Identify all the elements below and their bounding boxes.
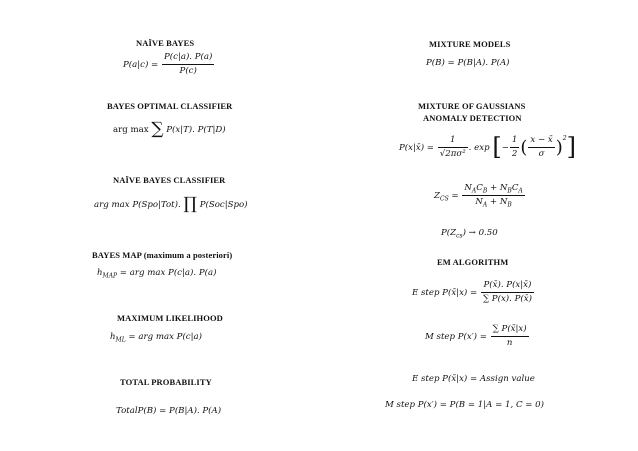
em-algorithm-title: EM ALGORITHM	[437, 257, 509, 267]
pzcs-formula	[441, 228, 498, 239]
nbc-expr-right: P(Soc|Spo)	[199, 200, 248, 210]
bayes-optimal-expr: P(x|T). P(T|D)	[166, 125, 226, 135]
right-bracket-icon: ]	[566, 133, 576, 161]
zcs-fraction	[462, 183, 524, 208]
mixture-models-formula: P(B) = P(B|A). P(A)	[426, 58, 510, 68]
mog-frac3-num: x − x̄	[528, 135, 554, 148]
em-mstep1-fraction	[491, 324, 529, 349]
zcs-den-n2: + N	[487, 197, 508, 207]
ml-h: h	[110, 332, 116, 342]
em-mstep1-formula	[425, 324, 530, 349]
bayes-optimal-argmax: arg max	[113, 125, 152, 135]
zcs-num-c1: C	[476, 183, 483, 193]
em-estep1-num: P(x̄). P(x|x̄)	[481, 280, 534, 293]
bayes-map-title: BAYES MAP (maximum a posteriori)	[92, 250, 233, 260]
mixture-models-title: MIXTURE MODELS	[429, 39, 511, 49]
pzcs-right: ) → 0.50	[462, 228, 498, 238]
bayes-optimal-formula	[113, 119, 226, 139]
em-mstep1-num: ∑ P(x̄|x)	[491, 324, 529, 337]
em-mstep1-den: n	[506, 338, 513, 348]
em-mstep2-formula: M step P(x′) = P(B = 1|A = 1, C = 0)	[385, 400, 545, 410]
pzcs-sub: cs	[456, 232, 463, 240]
zcs-num-a1: A	[471, 187, 477, 195]
mog-frac2-num: 1	[510, 135, 519, 148]
ml-expr: = arg max P(c|a)	[125, 332, 202, 342]
naive-bayes-title: NAÏVE BAYES	[136, 38, 195, 48]
total-probability-title: TOTAL PROBABILITY	[120, 377, 212, 387]
zcs-lhs-sub: CS	[439, 195, 449, 203]
zcs-den-a: A	[482, 201, 488, 209]
zcs-num-c2: C	[511, 183, 519, 193]
sum-symbol-icon: ∑	[151, 119, 164, 139]
zcs-denominator	[462, 196, 524, 208]
em-estep2-formula: E step P(x̄|x) = Assign value	[412, 374, 535, 384]
naive-bayes-lhs: P(a|c) =	[123, 60, 161, 70]
mog-frac2-den: 2	[511, 149, 518, 159]
zcs-num-n1: N	[464, 183, 472, 193]
mog-lhs: P(x|x̄) =	[399, 143, 437, 153]
bayes-map-h: h	[97, 268, 103, 278]
mixture-gaussians-title-2: ANOMALY DETECTION	[423, 113, 522, 123]
product-symbol-icon: ∏	[183, 194, 197, 214]
zcs-den-b: B	[507, 201, 512, 209]
mog-frac1-den-inner: 2πσ²	[445, 149, 466, 159]
zcs-num-a2: A	[518, 187, 523, 195]
zcs-lhs: Z	[434, 191, 440, 201]
total-probability-formula: TotalP(B) = P(B|A). P(A)	[116, 406, 222, 416]
zcs-num-n2: + N	[487, 183, 508, 193]
pzcs-left: P(Z	[441, 228, 457, 238]
bayes-optimal-title: BAYES OPTIMAL CLASSIFIER	[107, 101, 233, 111]
zcs-num-b1: B	[482, 187, 488, 195]
naive-bayes-denominator: P(c)	[179, 66, 197, 76]
mixture-gaussians-title-1: MIXTURE OF GAUSSIANS	[418, 101, 526, 111]
mog-neg: −	[501, 143, 509, 153]
mog-frac3-den: σ	[538, 149, 545, 159]
em-estep1-fraction	[481, 280, 534, 305]
left-bracket-icon: [	[492, 133, 502, 161]
right-paren-icon: )	[555, 137, 563, 158]
mog-power: 2	[562, 135, 567, 143]
zcs-den-n1: N	[475, 197, 483, 207]
bayes-map-formula	[97, 268, 216, 279]
naive-bayes-classifier-title: NAÏVE BAYES CLASSIFIER	[113, 175, 226, 185]
em-estep1-den: ∑ P(x). P(x̄)	[482, 294, 532, 304]
max-likelihood-title: MAXIMUM LIKELIHOOD	[117, 313, 223, 323]
naive-bayes-formula	[123, 52, 215, 77]
mog-frac3	[528, 135, 554, 160]
em-estep1-lhs: E step P(x̄|x) =	[412, 288, 480, 298]
left-paren-icon: (	[520, 137, 528, 158]
zcs-num-b2: B	[507, 187, 512, 195]
zcs-formula	[434, 183, 526, 208]
naive-bayes-numerator: P(c|a). P(a)	[162, 52, 214, 65]
naive-bayes-classifier-formula	[94, 194, 248, 214]
max-likelihood-formula	[110, 332, 202, 343]
em-estep1-formula	[412, 280, 535, 305]
bayes-map-expr: = arg max P(c|a). P(a)	[117, 268, 217, 278]
naive-bayes-fraction	[162, 52, 214, 77]
zcs-numerator	[462, 183, 524, 196]
mog-exp: . exp	[468, 143, 493, 153]
sqrt-symbol-icon: √	[439, 149, 446, 159]
mog-frac2	[510, 135, 519, 160]
ml-sub: ML	[115, 336, 126, 344]
mog-frac1	[438, 135, 468, 160]
nbc-expr-left: arg max P(Spo|Tot).	[94, 200, 181, 210]
em-mstep1-lhs: M step P(x′) =	[425, 332, 490, 342]
mog-frac1-den	[438, 148, 468, 160]
bayes-map-sub: MAP	[102, 272, 118, 280]
zcs-eq: =	[448, 191, 462, 201]
mixture-gaussians-formula	[399, 135, 576, 160]
mog-frac1-num: 1	[438, 135, 468, 148]
